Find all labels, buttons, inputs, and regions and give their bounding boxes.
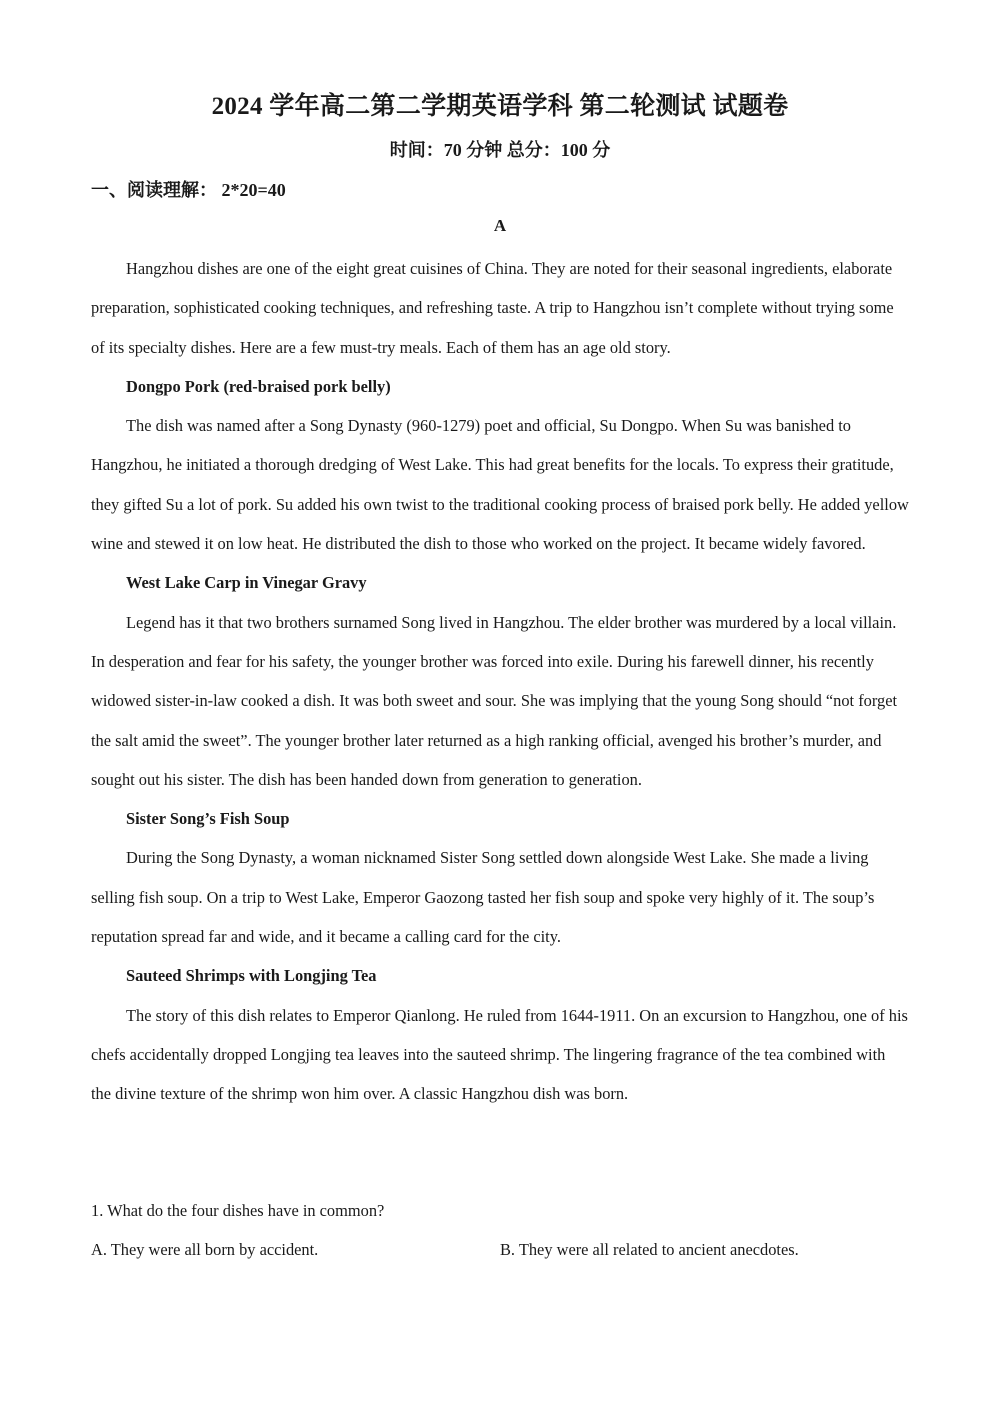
passage-label: A [493,216,507,235]
question-1-option-a[interactable]: A. They were all born by accident. [91,1240,319,1259]
dish-text-fish-soup: During the Song Dynasty, a woman nicknamed Sister Song settled down alongside West Lake. She made a living selling fish soup. On a trip to West Lake, Emperor Gaozong tasted her fish soup and spoke very highly of it. The soup’s reputation spread far and wide, and it became a calling card for the city. [91,848,875,947]
question-1-stem: 1. What do the four dishes have in common? [91,1201,385,1220]
question-1-option-b[interactable]: B. They were all related to ancient anecdotes. [500,1240,799,1259]
dish-title-west-lake-carp: West Lake Carp in Vinegar Gravy [126,573,367,593]
exam-title: 2024 学年高二第二学期英语学科 第二轮测试 试题卷 [211,93,789,120]
dish-text-west-lake-carp: Legend has it that two brothers surnamed Song lived in Hangzhou. The elder brother was murdered by a local villain. In desperation and fear for his safety, the younger brother was forced into exile. During his farewell dinner, his recently widowed sister-in-law cooked a dish. It was both sweet and sour. She was implying that the young Song should “not forget the salt amid the sweet”. The younger brother later returned as a high ranking official, avenged his brother’s murder, and sought out his sister. The dish has been handed down from generation to generation. [91,612,898,789]
dish-text-dongpo-pork: The dish was named after a Song Dynasty (960-1279) poet and official, Su Dongpo. When Su was banished to Hangzhou, he initiated a thorough dredging of West Lake. This had great benefits for the locals. To express their gratitude, they gifted Su a lot of pork. Su added his own twist to the traditional cooking process of braised pork belly. He added yellow wine and stewed it on low heat. He distributed the dish to those who worked on the project. It became widely favored. [91,416,909,554]
dish-title-fish-soup: Sister Song’s Fish Soup [126,809,290,829]
exam-time-and-score: 时间：70 分钟 总分：100 分 [389,140,611,160]
passage-intro: Hangzhou dishes are one of the eight great cuisines of China. They are noted for their seasonal ingredients, elaborate preparation, sophisticated cooking techniques, and refreshing taste. A trip to Hangzhou isn’t complete without trying some of its specialty dishes. Here are a few must-try meals. Each of them has an age old story. [91,259,894,357]
passage-body [91,249,909,1114]
section-heading-reading: 一、阅读理解： 2*20=40 [91,180,286,200]
dish-text-longjing-shrimps: The story of this dish relates to Emperor Qianlong. He ruled from 1644-1911. On an excursion to Hangzhou, one of his chefs accidentally dropped Longjing tea leaves into the sauteed shrimp. The lingering fragrance of the tea combined with the divine texture of the shrimp won him over. A classic Hangzhou dish was born. [91,1005,908,1104]
dish-title-longjing-shrimps: Sauteed Shrimps with Longjing Tea [126,966,377,986]
dish-title-dongpo-pork: Dongpo Pork (red-braised pork belly) [126,376,391,396]
